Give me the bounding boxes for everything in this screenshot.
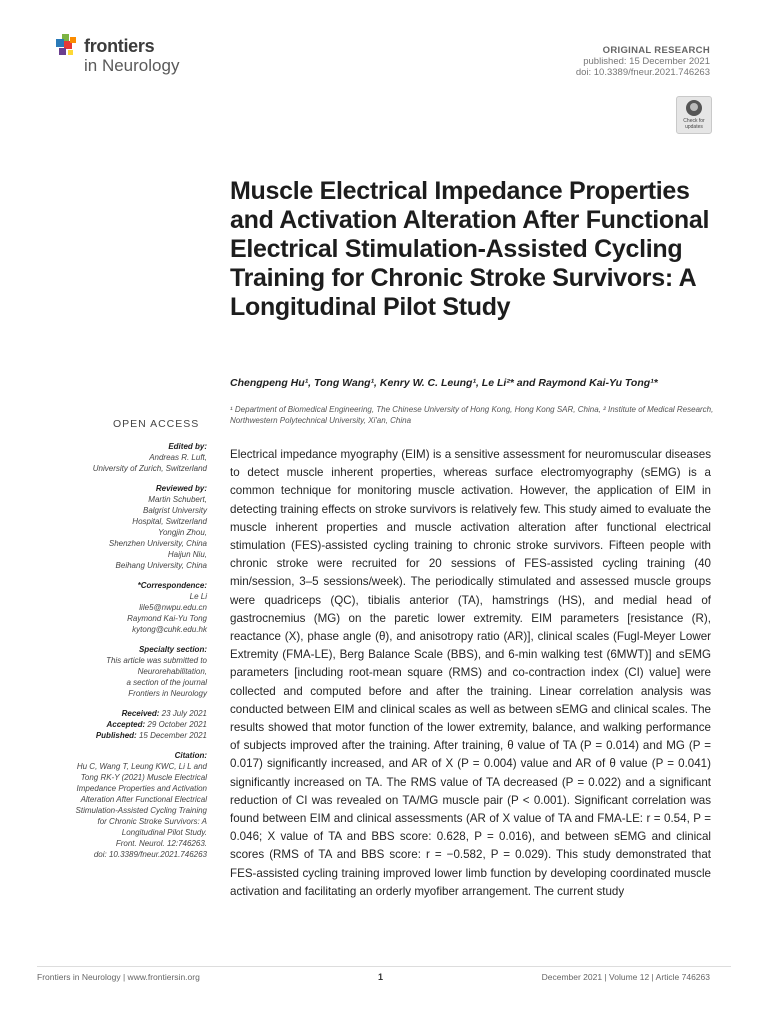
- reviewer-line: Hospital, Switzerland: [132, 517, 207, 526]
- editor-name: Andreas R. Luft,: [149, 453, 207, 462]
- correspondent-email-link[interactable]: kytong@cuhk.edu.hk: [132, 625, 207, 634]
- check-for-updates-icon: [686, 100, 702, 116]
- correspondent-name: Le Li: [189, 592, 207, 601]
- abstract-text: Electrical impedance myography (EIM) is a sensitive assessment for neuromuscular diseases to detect muscle inherent properties, whereas surface electromyography (sEMG) is a common technique for monitoring muscle activation. However, the application of EIM in detecting training effects on stroke survivors is relatively few. This study aimed to evaluate the muscle inherent properties and muscle activation alteration after functional electrical stimulation (FES)-assisted cycling training to chronic stroke survivors. Fifteen people with chronic stroke were recruited for 20 sessions of FES-assisted cycling training (40 min/session, 3–5 sessions/week). The periodically stimulated and assessed muscle groups were quadriceps (QC), tibialis anterior (TA), hamstrings (HS), and medial head of gastrocnemius (MG) on the paretic lower extremity. EIM parameters [resistance (R), reactance (X), phase angle (θ), and anisotropy ratio (AR)], clinical scales (Fugl-Meyer Lower Extremity (FMA-LE), Berg Balance Scale (BBS), and 6-min walking test (6MWT)] and sEMG parameters [including root-mean square (RMS) and co-contraction index (CI) value] were collected and computed before and after the training. Linear correlation analysis was conducted between EIM and clinical scales as well as between sEMG and clinical scales. The results showed that motor function of the lower extremity, balance, and walking performance of subjects improved after the training. After training, θ value of TA (P = 0.014) and MG (P = 0.017) significantly increased, and AR of X (P = 0.004) value and AR of θ value (P = 0.041) significantly increased on TA. The RMS value of TA decreased (P = 0.022) and a significant reduction of CI was revealed on TA/MG muscle pair (P < 0.001). Significant correlation was found between EIM and clinical assessments (AR of X value of TA and FMA-LE: r = 0.54, P = 0.046; X value of TA and BBS score: 0.628, P = 0.016), and between sEMG and clinical scores (RMS of TA and BBS score: r = −0.582, P = 0.029). This study demonstrated that FES-assisted cycling training improved lower limb function by developing coordinated muscle activation and facilitating an orderly myofiber arrangement. The current study: [230, 448, 711, 898]
- editor-affiliation: University of Zurich, Switzerland: [92, 464, 207, 473]
- dates-section: [40, 708, 207, 741]
- affiliations: ¹ Department of Biomedical Engineering, The Chinese University of Hong Kong, Hong Kong SAR, China, ² Institute of Medical Research, Northwestern Polytechnical University, Xi'an, China: [230, 405, 714, 425]
- specialty-section: [40, 644, 207, 699]
- reviewer-line: Shenzhen University, China: [108, 539, 207, 548]
- footer-journal-link[interactable]: Frontiers in Neurology | www.frontiersin.org: [37, 972, 200, 982]
- citation-line: Longitudinal Pilot Study.: [121, 828, 207, 837]
- citation-line: Hu C, Wang T, Leung KWC, Li L and: [76, 762, 207, 771]
- citation-line: Stimulation-Assisted Cycling Training: [75, 806, 207, 815]
- citation-line: Tong RK-Y (2021) Muscle Electrical: [80, 773, 207, 782]
- edited-by-heading: Edited by:: [168, 442, 207, 451]
- citation-line: Alteration After Functional Electrical: [80, 795, 207, 804]
- reviewer-line: Martin Schubert,: [148, 495, 207, 504]
- specialty-line: Neurorehabilitation,: [137, 667, 207, 676]
- article-header-info: [576, 45, 710, 78]
- footer-divider: [37, 966, 731, 967]
- article-type: ORIGINAL RESEARCH: [602, 45, 710, 56]
- correspondent-email-link[interactable]: lile5@nwpu.edu.cn: [139, 603, 207, 612]
- edited-by-section: [40, 441, 207, 474]
- check-for-updates-label: Check for updates: [683, 118, 705, 130]
- doi-link[interactable]: doi: 10.3389/fneur.2021.746263: [575, 67, 710, 78]
- page-number: 1: [378, 972, 384, 982]
- citation-heading: Citation:: [174, 751, 207, 760]
- correspondent-name: Raymond Kai-Yu Tong: [127, 614, 207, 623]
- author-list: Chengpeng Hu¹, Tong Wang¹, Kenry W. C. Leung¹, Le Li²* and Raymond Kai-Yu Tong¹*: [230, 377, 658, 389]
- article-title: Muscle Electrical Impedance Properties and Activation Alteration After Functional Electrical Stimulation-Assisted Cycling Training for Chronic Stroke Survivors: A Longitudinal Pilot Study: [230, 177, 710, 321]
- citation-line: for Chronic Stroke Survivors: A: [97, 817, 207, 826]
- article-sidebar: [40, 441, 207, 869]
- journal-name-line1: frontiers: [84, 36, 155, 56]
- check-for-updates-button[interactable]: [676, 96, 712, 134]
- specialty-line: This article was submitted to: [106, 656, 207, 665]
- specialty-line: a section of the journal: [126, 678, 207, 687]
- published-date: published: 15 December 2021: [583, 56, 710, 67]
- reviewer-line: Beihang University, China: [115, 561, 207, 570]
- correspondence-section: [40, 580, 207, 635]
- reviewer-line: Yongjin Zhou,: [158, 528, 207, 537]
- reviewed-by-heading: Reviewed by:: [155, 484, 207, 493]
- journal-name-line2: in Neurology: [84, 56, 180, 75]
- citation-line: Front. Neurol. 12:746263.: [115, 839, 207, 848]
- reviewed-by-section: [40, 483, 207, 571]
- citation-doi-link[interactable]: doi: 10.3389/fneur.2021.746263: [93, 850, 207, 859]
- specialty-heading: Specialty section:: [138, 645, 207, 654]
- correspondence-heading: *Correspondence:: [137, 581, 207, 590]
- accepted-date: Accepted: 29 October 2021: [106, 720, 207, 729]
- reviewer-line: Haijun Niu,: [167, 550, 207, 559]
- received-date: Received: 23 July 2021: [121, 709, 207, 718]
- citation-section: [40, 750, 207, 860]
- published-date-sidebar: Published: 15 December 2021: [95, 731, 207, 740]
- citation-line: Impedance Properties and Activation: [76, 784, 207, 793]
- frontiers-logo-icon: [56, 34, 80, 60]
- reviewer-line: Balgrist University: [142, 506, 207, 515]
- open-access-label: OPEN ACCESS: [113, 418, 200, 430]
- footer-issue-info: December 2021 | Volume 12 | Article 746263: [541, 972, 710, 982]
- specialty-line: Frontiers in Neurology: [128, 689, 207, 698]
- journal-logo[interactable]: [56, 34, 196, 82]
